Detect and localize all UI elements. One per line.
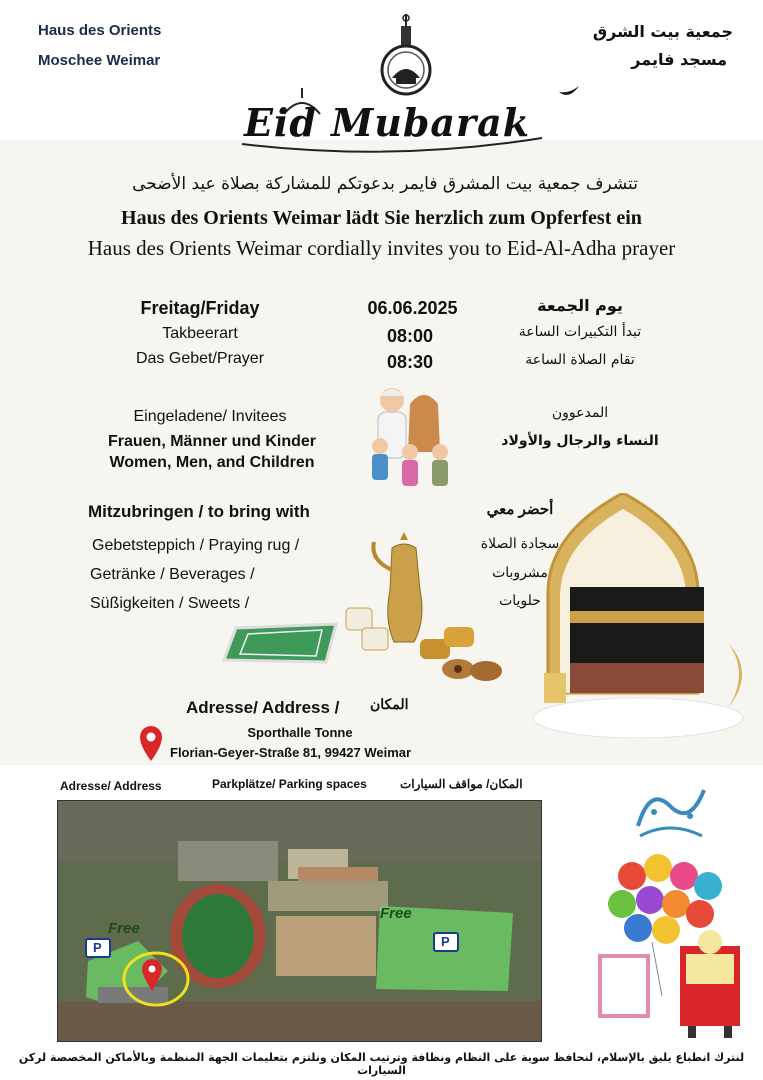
day-label: Freitag/Friday — [140, 298, 260, 318]
prayer-rug-illustration — [222, 620, 340, 666]
location-pin-icon — [138, 724, 164, 762]
takbeer-time: 08:00 — [386, 326, 434, 346]
day-label-ar: يوم الجمعة — [537, 296, 623, 315]
venue-name: Sporthalle Tonne — [247, 725, 353, 740]
invitation-de: Haus des Orients Weimar lädt Sie herzlich zum Opferfest ein — [121, 207, 642, 229]
free-parking-label-2: Free — [380, 905, 412, 922]
map-label-ar: المكان/ مواقف السيارات — [400, 777, 523, 791]
event-date: 06.06.2025 — [367, 298, 458, 318]
bring-item-sweets-ar: حلويات — [499, 592, 541, 608]
venue-street: Florian-Geyer-Straße 81, 99427 Weimar — [170, 745, 412, 760]
address-heading-ar: المكان — [370, 696, 409, 712]
bring-heading: Mitzubringen / to bring with — [88, 502, 310, 521]
takbeer-label: Takbeerart — [162, 325, 238, 342]
org-subname-ar: مسجد فايمر — [631, 50, 727, 69]
invitees-en: Women, Men, and Children — [109, 454, 315, 471]
map-label-address: Adresse/ Address — [60, 779, 162, 793]
org-name-ar: جمعية بيت الشرق — [592, 22, 733, 41]
kaaba-illustration — [528, 493, 763, 738]
invitees-label-ar: المدعوون — [551, 405, 609, 421]
prayer-label-ar: تقام الصلاة الساعة — [525, 352, 635, 368]
map-label-parking: Parkplätze/ Parking spaces — [212, 777, 367, 791]
org-subname-de: Moschee Weimar — [38, 52, 161, 69]
bring-heading-ar: أحضر معي — [486, 501, 554, 518]
family-illustration — [362, 382, 460, 488]
prayer-label: Das Gebet/Prayer — [135, 350, 265, 367]
satellite-map[interactable] — [57, 800, 542, 1042]
bring-item-rug-ar: سجادة الصلاة — [480, 535, 560, 551]
eid-calligraphy-decoration — [630, 776, 712, 844]
bring-item-beverages-ar: مشروبات — [492, 564, 548, 580]
parking-icon-1: P — [93, 940, 102, 955]
crescent-icon — [555, 78, 581, 100]
address-heading: Adresse/ Address / — [186, 698, 340, 717]
eid-title: Eid Mubarak — [243, 100, 531, 145]
bring-item-beverages: Getränke / Beverages / — [90, 566, 255, 583]
takbeer-label-ar: تبدأ التكبيرات الساعة — [518, 324, 642, 340]
balloons-popcorn-illustration — [592, 846, 757, 1040]
org-name-de: Haus des Orients — [38, 22, 162, 39]
bring-item-sweets: Süßigkeiten / Sweets / — [90, 595, 250, 612]
invitation-en: Haus des Orients Weimar cordially invites you to Eid-Al-Adha prayer — [87, 236, 676, 260]
prayer-time: 08:30 — [386, 352, 434, 372]
invitation-ar: تتشرف جمعية بيت المشرق فايمر بدعوتكم للمشاركة بصلاة عيد الأضحى — [132, 174, 638, 194]
invitees-ar: النساء والرجال والأولاد — [501, 433, 659, 449]
sweets-illustration — [414, 625, 506, 691]
bring-item-rug: Gebetsteppich / Praying rug / — [92, 537, 300, 554]
parking-icon-2: P — [441, 934, 450, 949]
invitees-de: Frauen, Männer und Kinder — [107, 433, 316, 450]
free-parking-label-1: Free — [108, 920, 140, 937]
invitees-label: Eingeladene/ Invitees — [133, 408, 287, 425]
footer-notice: لنترك انطباع يليق بالإسلام، لنحافظ سوية على النظام ونظافة وترتيب المكان ونلتزم بتعليمات الجهة المنظمة وبالأماكن المخصصة لركن السيارات — [18, 1051, 745, 1077]
